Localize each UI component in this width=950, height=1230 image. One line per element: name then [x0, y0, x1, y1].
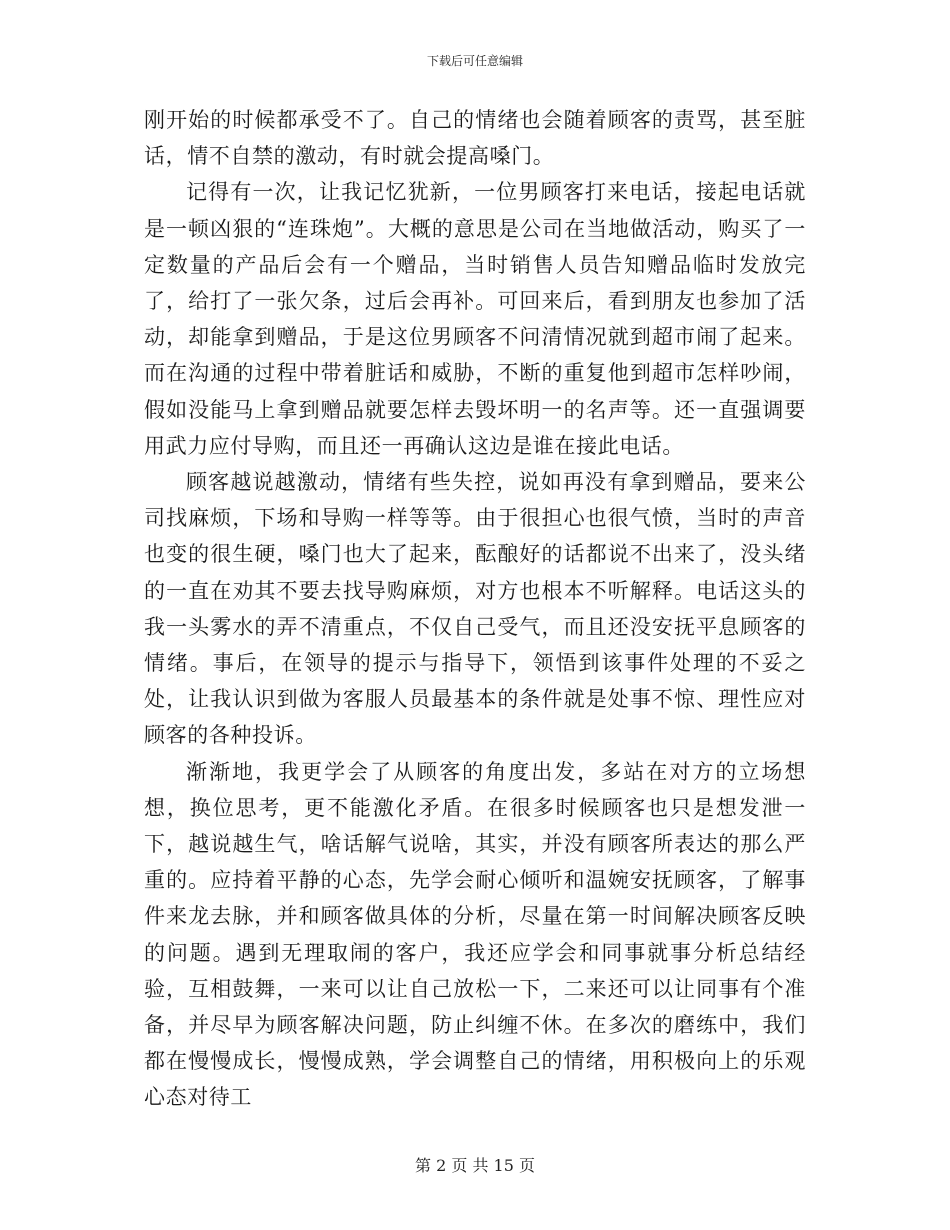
paragraph-2: 记得有一次，让我记忆犹新，一位男顾客打来电话，接起电话就是一顿凶狠的“连珠炮”。大概的意思是公司在当地做活动，购买了一定数量的产品后会有一个赠品，当时销售人员告知赠品临时发放完了，给打了一张欠条，过后会再补。可回来后，看到朋友也参加了活动，却能拿到赠品，于是这位男顾客不问清情况就到超市闹了起来。而在沟通的过程中带着脏话和威胁，不断的重复他到超市怎样吵闹，假如没能马上拿到赠品就要怎样去毁坏明一的名声等。还一直强调要用武力应付导购，而且还一再确认这边是谁在接此电话。 — [144, 180, 806, 458]
page-footer: 第 2 页 共 15 页 — [415, 1156, 535, 1175]
paragraph-4: 渐渐地，我更学会了从顾客的角度出发，多站在对方的立场想想，换位思考，更不能激化矛盾。在很多时候顾客也只是想发泄一下，越说越生气，啥话解气说啥，其实，并没有顾客所表达的那么严重的。应持着平静的心态，先学会耐心倾听和温婉安抚顾客，了解事件来龙去脉，并和顾客做具体的分析，尽量在第一时间解决顾客反映的问题。遇到无理取闹的客户，我还应学会和同事就事分析总结经验，互相鼓舞，一来可以让自己放松一下，二来还可以让同事有个准备，并尽早为顾客解决问题，防止纠缠不休。在多次的磨练中，我们都在慢慢成长，慢慢成熟，学会调整自己的情绪，用积极向上的乐观心态对待工 — [144, 759, 806, 1110]
paragraph-3: 顾客越说越激动，情绪有些失控，说如再没有拿到赠品，要来公司找麻烦，下场和导购一样等等。由于很担心也很气愤，当时的声音也变的很生硬，嗓门也大了起来，酝酿好的话都说不出来了，没头绪的一直在劝其不要去找导购麻烦，对方也根本不听解释。电话这头的我一头雾水的弄不清重点，不仅自己受气，而且还没安抚平息顾客的情绪。事后，在领导的提示与指导下，领悟到该事件处理的不妥之处，让我认识到做为客服人员最基本的条件就是处事不惊、理性应对顾客的各种投诉。 — [144, 470, 806, 748]
paragraph-1: 刚开始的时候都承受不了。自己的情绪也会随着顾客的责骂，甚至脏话，情不自禁的激动，有时就会提高嗓门。 — [144, 108, 806, 169]
page-header: 下载后可任意编辑 — [426, 54, 523, 68]
document-body — [144, 102, 806, 1116]
